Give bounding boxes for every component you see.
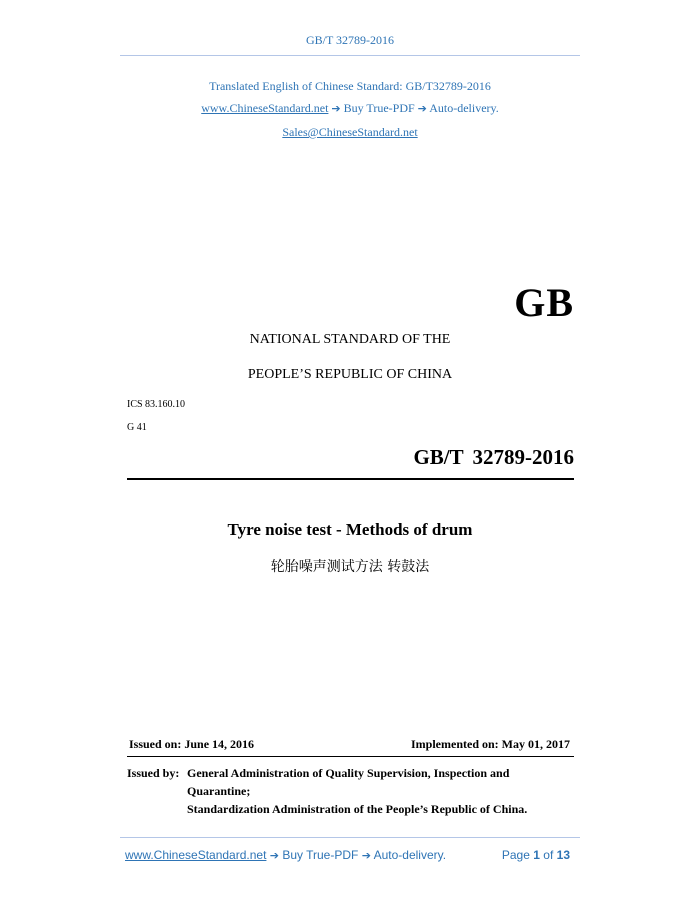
arrow-right-icon: ➔ bbox=[331, 102, 341, 115]
page-of: of bbox=[543, 848, 554, 862]
issuer-line2: Quarantine; bbox=[187, 784, 251, 798]
gb-mark: GB bbox=[514, 280, 574, 325]
implemented-on-date: Implemented on: May 01, 2017 bbox=[411, 737, 570, 751]
translation-notice: Translated English of Chinese Standard: GB/T32789-2016 bbox=[209, 79, 491, 93]
footer-delivery-text: Auto-delivery. bbox=[373, 848, 447, 862]
site-link[interactable]: www.ChineseStandard.net bbox=[201, 101, 329, 115]
delivery-text: Auto-delivery. bbox=[429, 101, 499, 115]
buy-pdf-text: Buy True-PDF bbox=[343, 101, 415, 115]
footer-divider bbox=[120, 837, 580, 838]
issued-by-label: Issued by: bbox=[127, 766, 180, 780]
footer-site-link[interactable]: www.ChineseStandard.net bbox=[125, 848, 267, 862]
email-row bbox=[0, 125, 700, 140]
arrow-right-icon: ➔ bbox=[269, 849, 279, 862]
issuer-line3: Standardization Administration of the People’s Republic of China. bbox=[187, 802, 528, 816]
national-standard-line2: PEOPLE’S REPUBLIC OF CHINA bbox=[247, 367, 453, 382]
page-total: 13 bbox=[556, 848, 570, 862]
arrow-right-icon: ➔ bbox=[417, 102, 427, 115]
title-english: Tyre noise test - Methods of drum bbox=[227, 520, 473, 539]
title-chinese: 轮胎噪声测试方法 转鼓法 bbox=[270, 559, 430, 575]
issued-on-date: Issued on: June 14, 2016 bbox=[129, 737, 255, 751]
issuing-authority bbox=[127, 764, 577, 818]
arrow-right-icon: ➔ bbox=[361, 849, 371, 862]
header-divider bbox=[120, 55, 580, 56]
purchase-links bbox=[0, 101, 700, 116]
page-current: 1 bbox=[533, 848, 540, 862]
page-indicator bbox=[502, 848, 570, 862]
footer-buy-text: Buy True-PDF bbox=[282, 848, 359, 862]
issuer-line1: General Administration of Quality Supervision, Inspection and bbox=[187, 766, 510, 780]
running-header: GB/T 32789-2016 bbox=[305, 33, 395, 47]
sales-email-link[interactable]: Sales@ChineseStandard.net bbox=[282, 125, 418, 139]
dates-divider bbox=[127, 756, 574, 757]
title-divider bbox=[127, 478, 574, 480]
classification-code: G 41 bbox=[127, 422, 147, 433]
national-standard-line1: NATIONAL STANDARD OF THE bbox=[249, 332, 451, 347]
standard-number: GB/T 32789-2016 bbox=[413, 445, 574, 469]
ics-code: ICS 83.160.10 bbox=[127, 399, 186, 410]
page-label: Page bbox=[501, 848, 530, 862]
footer-links bbox=[125, 848, 446, 862]
